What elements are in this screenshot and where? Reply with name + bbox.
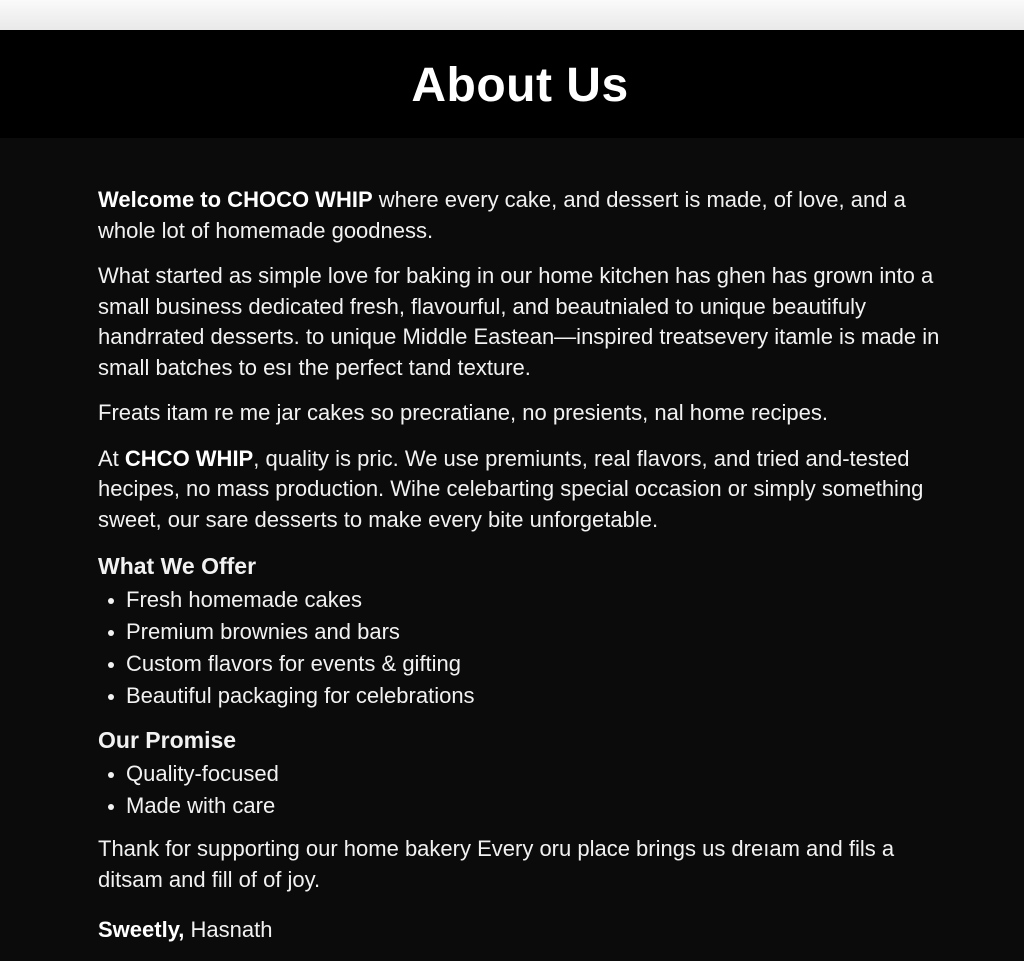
list-item: Fresh homemade cakes: [98, 584, 948, 616]
quality-brand: CHCO WHIP: [124, 445, 254, 471]
list-item: Premium brownies and bars: [98, 616, 948, 648]
about-content: [98, 185, 948, 961]
list-item: Quality-focused: [98, 758, 948, 790]
signoff-name: Hasnath: [184, 917, 273, 942]
intro-paragraph: [98, 185, 948, 246]
quality-prefix: At: [98, 445, 125, 471]
offer-heading: What We Offer: [98, 553, 257, 579]
intro-text: where every cake, and dessert is made, of love, and a whole lot of homemade goodness.: [98, 187, 906, 243]
treats-paragraph: Freats itam re me jar cakes so precratiane, no presients, nal home recipes.: [98, 400, 828, 425]
browser-top-bar: [0, 0, 1024, 30]
page-header: [0, 30, 1024, 138]
list-item: Beautiful packaging for celebrations: [98, 680, 948, 712]
story-paragraph: What started as simple love for baking in our home kitchen has ghen has grown into a small business dedicated fresh, flavourful, and beautnialed to unique beautifuly handrrated desserts. to unique Middle Eastean—inspired treatsevery itamle is made in small batches to esı the perfect tand texture.: [98, 263, 940, 380]
quality-text: , quality is pric. We use premiunts, real flavors, and tried and-tested hecipes, no mass production. Wihe celebarting special occasion or simply something sweet, our sare desserts to make every bite unforgetable.: [98, 445, 924, 532]
closing-paragraph: Thank for supporting our home bakery Every oru place brings us dreıam and fils a ditsam and fill of of joy.: [98, 836, 895, 892]
intro-brand: Welcome to CHOCO WHIP: [98, 187, 373, 212]
offer-list: [98, 584, 948, 712]
quality-paragraph: [98, 444, 948, 536]
signoff: [98, 915, 948, 946]
promise-list: [98, 758, 948, 822]
list-item: Custom flavors for events & gifting: [98, 648, 948, 680]
page-title: About Us: [411, 59, 629, 112]
signoff-label: Sweetly,: [98, 917, 185, 942]
list-item: Made with care: [98, 790, 948, 822]
promise-heading: Our Promise: [98, 727, 237, 753]
